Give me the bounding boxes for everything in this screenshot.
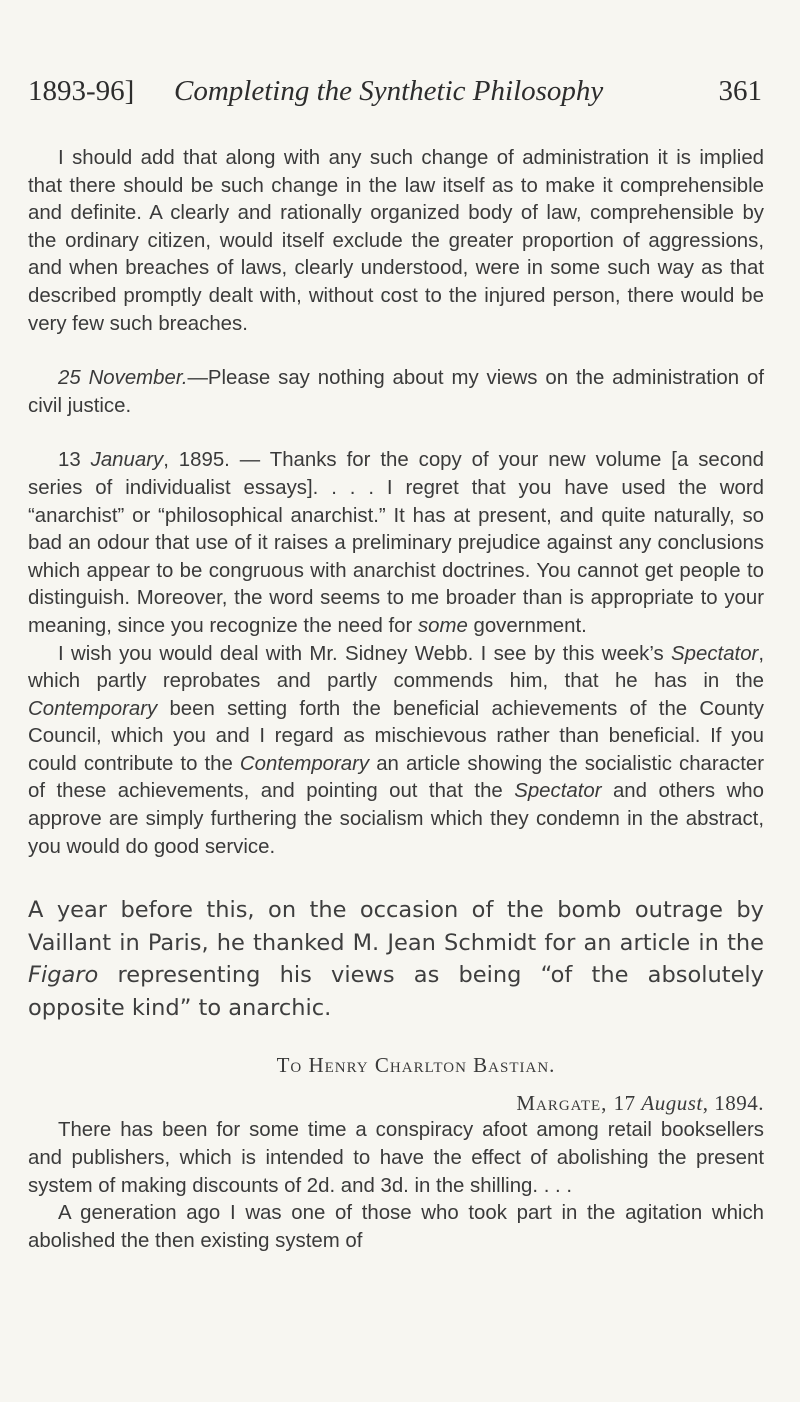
paragraph-sidney-webb: I wish you would deal with Mr. Sidney Webb. I see by this week’s Spectator, which partly reprobates and partly commends him, that he has in the Contemporary been setting forth the beneficial achievements of the County Council, which you and I regard as mischievous rather than beneficial. If you could contribute to the Contemporary an article showing the socialistic character of these achievements, and pointing out that the Spectator and others who approve are simply furthering the socialism which they condemn in the abstract, you would do good service. xyxy=(28,642,765,858)
chapter-years: 1893-96] xyxy=(28,75,135,107)
paragraph-13-january: 13 January, 1895. — Thanks for the copy of your new volume [a second series of individualist essays]. . . . I regret that you have used the word “anarchist” or “philosophical anarchist.” It has at present, and quite naturally, so bad an odour that use of it raises a preliminary prejudice against any conclusions which appear to be congruous with anarchist doctrines. You cannot get people to distinguish. Moreover, the word seems to me broader than is appropriate to your meaning, since you recognize the need for some government. xyxy=(28,449,764,637)
paragraph-administration: I should add that along with any such change of administration it is implied that there should be such change in the law itself as to make it comprehensible and definite. A clearly and rationally organized body of law, comprehensible by the ordinary citizen, would itself exclude the greater proportion of aggressions, and when breaches of laws, clearly understood, were in some such way as that described promptly dealt with, without cost to the injured person, there would be very few such breaches. xyxy=(28,147,764,335)
publication-title: Spectator xyxy=(514,780,602,803)
publication-title: Contemporary xyxy=(239,752,370,775)
letter-dateline: Margate, 17 August, 1894. xyxy=(516,1090,764,1115)
paragraph-25-november: 25 November.—Please say nothing about my views on the administration of civil justice. xyxy=(28,367,764,417)
page-number: 361 xyxy=(718,75,762,107)
letter-recipient: To Henry Charlton Bastian. xyxy=(276,1053,556,1078)
running-head xyxy=(28,70,764,112)
date-label: January xyxy=(90,449,164,472)
publication-title: Figaro xyxy=(28,962,99,989)
chapter-title: Completing the Synthetic Philosophy xyxy=(174,75,604,107)
publication-title: Spectator xyxy=(671,642,759,665)
letter-paragraph-agitation: A generation ago I was one of those who took part in the agitation which abolished the then existing system of xyxy=(28,1202,764,1252)
narrative-paragraph: A year before this, on the occasion of the bomb outrage by Vaillant in Paris, he thanked M. Jean Schmidt for an article in the Figaro representing his views as being “of the absolutely opposite kind” to anarchic. xyxy=(28,897,764,1021)
publication-title: Contemporary xyxy=(28,697,158,720)
date-label: 25 November. xyxy=(58,367,188,390)
page-body xyxy=(28,145,764,1255)
letter-paragraph-booksellers: There has been for some time a conspiracy afoot among retail booksellers and publishers, which is intended to have the effect of abolishing the present system of making discounts of 2d. and 3d. in the shilling. . . . xyxy=(28,1119,764,1197)
